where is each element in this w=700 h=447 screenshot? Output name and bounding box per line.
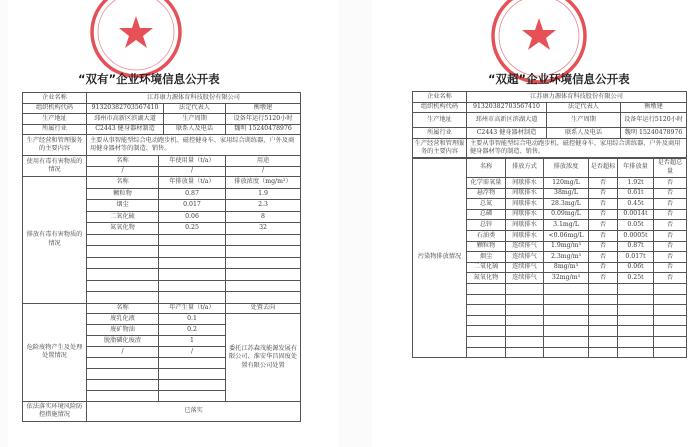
period-value: 设备年运行5120小时 (621, 113, 687, 128)
rep-label: 法定代表人 (547, 102, 621, 113)
empty-cell (654, 283, 687, 294)
empty-cell (589, 283, 618, 294)
industry-label: 所属行业 (413, 128, 467, 139)
table-cell: 否 (654, 241, 687, 252)
toxic-label: 使用有毒有害物质的情况 (23, 156, 87, 177)
table-cell: 氮氧化物 (87, 223, 159, 235)
table-cell: 0.06t (618, 262, 654, 273)
empty-cell (506, 283, 544, 294)
empty-cell (87, 368, 159, 379)
table-cell: 否 (654, 178, 687, 189)
empty-cell (87, 257, 159, 269)
empty-cell (589, 294, 618, 305)
empty-cell (618, 347, 654, 358)
empty-cell (654, 347, 687, 358)
table-cell: 废矿物油 (87, 325, 159, 336)
empty-cell (618, 315, 654, 326)
table-cell: 否 (589, 209, 618, 220)
empty-cell (159, 246, 226, 258)
empty-cell (159, 379, 226, 390)
table-cell: 否 (589, 262, 618, 273)
table-cell: 否 (589, 220, 618, 231)
table-cell: 0.017t (618, 252, 654, 263)
table-cell: 0.0005t (618, 230, 654, 241)
empty-cell (159, 280, 226, 292)
emission-label: 排放有毒有害物质的情况 (23, 177, 87, 304)
empty-cell (159, 269, 226, 281)
rep-label: 法定代表人 (164, 103, 226, 114)
business-label: 生产经营和管理服务的主要内容 (413, 138, 467, 158)
empty-cell (544, 336, 589, 347)
empty-cell (159, 234, 226, 246)
table-cell: 否 (654, 252, 687, 263)
address-value: 邳州市高新区滨湖大道 (87, 114, 164, 125)
column-header: 排放浓度（mg/m³） (226, 177, 301, 189)
column-header: 年使用量（t/a） (159, 156, 226, 167)
right-info-table (412, 91, 687, 159)
table-row (23, 303, 301, 314)
table-cell: 32mg/m³ (544, 273, 589, 284)
empty-cell (87, 269, 159, 281)
risk-value: 已落实 (87, 401, 301, 421)
table-cell: 否 (589, 241, 618, 252)
table-cell: 颗粒物 (87, 188, 159, 200)
left-sections-table (22, 155, 301, 422)
table-cell: 否 (654, 188, 687, 199)
table-cell: 总氮 (467, 199, 506, 210)
company-label: 企业名称 (23, 93, 87, 104)
empty-cell (226, 269, 301, 281)
table-cell: <0.06mg/L (544, 230, 589, 241)
right-doc-title: “双超”企业环境信息公开表 (488, 72, 630, 86)
empty-cell (589, 326, 618, 337)
column-header: 名称 (87, 156, 159, 167)
empty-cell (618, 294, 654, 305)
table-cell: 间歇排水 (506, 209, 544, 220)
table-cell: 否 (589, 188, 618, 199)
table-cell: 1.9 (226, 188, 301, 200)
column-header: 名称 (87, 177, 159, 189)
empty-cell (159, 257, 226, 269)
empty-cell (589, 315, 618, 326)
empty-cell (467, 283, 506, 294)
code-label: 组织机构代码 (413, 102, 467, 113)
table-cell: 3.1mg/L (544, 220, 589, 231)
table-cell: 二氧化硫 (467, 262, 506, 273)
table-cell: 化学需氧量 (467, 178, 506, 189)
table-cell: 0.25t (618, 273, 654, 284)
empty-cell (226, 280, 301, 292)
table-cell: 0.1 (159, 314, 226, 325)
empty-cell (506, 336, 544, 347)
empty-cell (87, 379, 159, 390)
period-label: 生产周期 (547, 113, 621, 128)
industry-value: C2443 健身器材制造 (467, 128, 547, 139)
table-cell: 连续排气 (506, 262, 544, 273)
table-row (23, 156, 301, 167)
table-cell: 废乳化液 (87, 314, 159, 325)
table-cell: 否 (589, 178, 618, 189)
table-cell: 120mg/L (544, 178, 589, 189)
empty-cell (226, 292, 301, 304)
table-cell: 间歇排水 (506, 230, 544, 241)
table-cell: 38mg/L (544, 188, 589, 199)
empty-cell (589, 336, 618, 347)
business-value: 主要从事智能型综合电动跑步机、磁控健身车、家用综合训练器、户外及商用健身器材等的制造、销售。 (467, 138, 687, 158)
empty-cell (589, 347, 618, 358)
rep-value: 衡墩建 (621, 102, 687, 113)
table-cell: 悬浮物 (467, 188, 506, 199)
table-cell: 颗粒物 (467, 241, 506, 252)
code-label: 组织机构代码 (23, 103, 87, 114)
table-cell: / (226, 166, 301, 177)
empty-cell (544, 283, 589, 294)
table-cell: 间歇排水 (506, 178, 544, 189)
column-header: 是否超标 (589, 158, 618, 178)
table-cell: 否 (654, 199, 687, 210)
empty-cell (506, 294, 544, 305)
empty-cell (87, 246, 159, 258)
empty-cell (654, 294, 687, 305)
empty-cell (618, 283, 654, 294)
empty-cell (506, 315, 544, 326)
column-header: 是否超总量 (654, 158, 687, 178)
table-cell: 连续排气 (506, 241, 544, 252)
table-cell: 0.09mg/L (544, 209, 589, 220)
empty-cell (654, 305, 687, 316)
table-cell: 1.9mg/m³ (544, 241, 589, 252)
empty-cell (87, 280, 159, 292)
table-cell: 1 (159, 336, 226, 347)
empty-cell (87, 390, 159, 401)
empty-cell (654, 336, 687, 347)
empty-cell (87, 292, 159, 304)
pollutant-label: 污染物排放情况 (413, 158, 467, 358)
waste-label: 危险废物产生及处理处置情况 (23, 303, 87, 401)
industry-label: 所属行业 (23, 124, 87, 135)
contact-value: 魏明 15240478976 (226, 124, 301, 135)
pollutant-table (412, 157, 687, 358)
table-cell: 8 (226, 211, 301, 223)
empty-cell (589, 305, 618, 316)
contact-value: 魏明 15240478976 (621, 128, 687, 139)
empty-cell (618, 326, 654, 337)
table-cell: 0.0014t (618, 209, 654, 220)
table-cell: 连续排气 (506, 273, 544, 284)
address-label: 生产地址 (23, 114, 87, 125)
rep-value: 衡墩建 (226, 103, 301, 114)
empty-cell (87, 357, 159, 368)
empty-cell (467, 336, 506, 347)
empty-cell (159, 292, 226, 304)
right-document (372, 0, 700, 447)
table-cell: 总锌 (467, 220, 506, 231)
table-cell: / (159, 166, 226, 177)
column-header: 处置去向 (226, 303, 301, 314)
table-row (413, 158, 687, 178)
period-label: 生产周期 (164, 114, 226, 125)
table-cell: 28.3mg/L (544, 199, 589, 210)
column-header: 年排放量 (618, 158, 654, 178)
company-value: 江苏康力源体育科技股份有限公司 (467, 92, 687, 103)
table-cell: 总磷 (467, 209, 506, 220)
table-cell: 否 (589, 273, 618, 284)
code-value: 91320382703567410 (467, 102, 547, 113)
empty-cell (159, 368, 226, 379)
table-cell: / (159, 347, 226, 358)
empty-cell (506, 347, 544, 358)
table-cell: / (87, 166, 159, 177)
empty-cell (544, 347, 589, 358)
table-cell: 0.45t (618, 199, 654, 210)
waste-disposal: 委托江苏森茂能源发展有限公司、淮安华昌固废处置有限公司处置 (226, 314, 301, 401)
table-cell: 0.25 (159, 223, 226, 235)
empty-cell (226, 234, 301, 246)
table-cell: 0.87t (618, 241, 654, 252)
table-cell: 0.2 (159, 325, 226, 336)
table-cell: 氮氧化物 (467, 273, 506, 284)
table-cell: 32 (226, 223, 301, 235)
table-cell: 否 (589, 252, 618, 263)
empty-cell (544, 294, 589, 305)
table-cell: 连续排气 (506, 252, 544, 263)
table-cell: 否 (654, 273, 687, 284)
table-cell: 二氧化硫 (87, 211, 159, 223)
risk-label: 依法落实环境风险防控措施情况 (23, 401, 87, 421)
empty-cell (654, 315, 687, 326)
business-value: 主要从事智能型综合电动跑步机、磁控健身车、家用综合训练器、户外及商用健身器材等的制造、销售。 (87, 135, 301, 156)
table-cell: 间歇排水 (506, 188, 544, 199)
company-label: 企业名称 (413, 92, 467, 103)
empty-cell (467, 326, 506, 337)
table-cell: 脱脂磷化废渣 (87, 336, 159, 347)
empty-cell (467, 347, 506, 358)
table-row (23, 177, 301, 189)
contact-label: 联系人及电话 (164, 124, 226, 135)
empty-cell (226, 246, 301, 258)
period-value: 设备年运行5120小时 (226, 114, 301, 125)
empty-cell (544, 305, 589, 316)
table-row (23, 401, 301, 421)
code-value: 91320382703567410 (87, 103, 164, 114)
table-cell: 石油类 (467, 230, 506, 241)
column-header: 年排放量（t/a） (159, 177, 226, 189)
address-label: 生产地址 (413, 113, 467, 128)
company-value: 江苏康力源体育科技股份有限公司 (87, 93, 301, 104)
industry-value: C2443 健身器材制造 (87, 124, 164, 135)
table-cell: 8mg/m³ (544, 262, 589, 273)
column-header: 排放浓度 (544, 158, 589, 178)
table-cell: / (87, 347, 159, 358)
table-cell: 否 (654, 262, 687, 273)
empty-cell (226, 257, 301, 269)
left-document (8, 0, 338, 447)
address-value: 邳州市高新区滨湖大道 (467, 113, 547, 128)
empty-cell (159, 357, 226, 368)
empty-cell (506, 305, 544, 316)
table-cell: 烟尘 (87, 200, 159, 212)
table-cell: 2.3mg/m³ (544, 252, 589, 263)
empty-cell (506, 326, 544, 337)
empty-cell (544, 326, 589, 337)
table-cell: 0.06 (159, 211, 226, 223)
empty-cell (618, 336, 654, 347)
empty-cell (467, 294, 506, 305)
contact-label: 联系人及电话 (547, 128, 621, 139)
table-cell: 否 (654, 209, 687, 220)
table-cell: 否 (589, 230, 618, 241)
table-cell: 0.017 (159, 200, 226, 212)
column-header: 年产生量（t/a） (159, 303, 226, 314)
table-cell: 0.87 (159, 188, 226, 200)
business-label: 生产经营和管理服务的主要内容 (23, 135, 87, 156)
empty-cell (654, 326, 687, 337)
table-cell: 1.92t (618, 178, 654, 189)
empty-cell (544, 315, 589, 326)
empty-cell (467, 305, 506, 316)
empty-cell (87, 234, 159, 246)
table-cell: 否 (654, 230, 687, 241)
column-header: 排放方式 (506, 158, 544, 178)
table-cell: 否 (654, 220, 687, 231)
table-cell: 2.3 (226, 200, 301, 212)
table-cell: 间歇排水 (506, 220, 544, 231)
column-header: 用途 (226, 156, 301, 167)
left-info-table (22, 92, 301, 156)
table-cell: 否 (589, 199, 618, 210)
left-doc-title: “双有”企业环境信息公开表 (78, 72, 220, 86)
table-cell: 0.05t (618, 220, 654, 231)
empty-cell (618, 305, 654, 316)
table-cell: 烟尘 (467, 252, 506, 263)
table-cell: 0.61t (618, 188, 654, 199)
table-cell: 间歇排水 (506, 199, 544, 210)
empty-cell (159, 390, 226, 401)
column-header: 名称 (87, 303, 159, 314)
empty-cell (467, 315, 506, 326)
column-header: 名称 (467, 158, 506, 178)
